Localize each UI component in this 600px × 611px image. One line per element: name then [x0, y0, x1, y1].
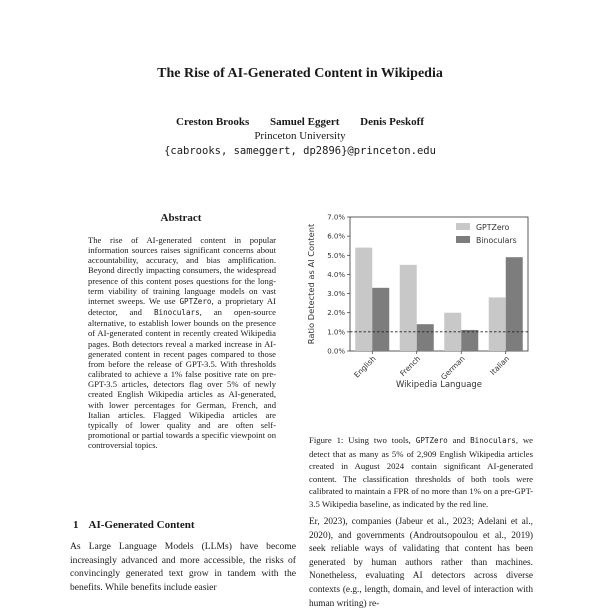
author-list [0, 116, 600, 128]
abstract-heading: Abstract [160, 212, 202, 224]
section-body: As Large Language Models (LLMs) have become increasingly advanced and more accessible, the risks of convincingly generated text grow in tandem with the benefits. While benefits include easier [70, 541, 296, 593]
legend-label: Binoculars [476, 236, 517, 245]
bar-gptzero [400, 265, 417, 351]
y-tick-label: 3.0% [327, 290, 345, 299]
abstract-text: , an open-source alternative, to establish lower bounds on the presence of AI-generated content in recently created Wikipedia pages. Both detectors reveal a marked increase in AI-generated content in recent pages compared to those from before the release of GPT-3.5. With thresholds calibrated to achieve a 1% false positive rate on pre-GPT-3.5 articles, detectors flag over 5% of newly created English Wikipedia articles as AI-generated, with lower percentages for German, French, and Italian articles. Flagged Wikipedia articles are typically of lower quality and are often self-promotional or partial towards a specific viewpoint on controversial topics. [88, 307, 276, 451]
x-tick-label: English [352, 354, 378, 380]
author-name: Denis Peskoff [360, 116, 424, 128]
bar-binoculars [506, 257, 523, 351]
y-tick-label: 4.0% [327, 270, 345, 279]
column-two-body: Er, 2023), companies (Jabeur et al., 2023; Adelani et al., 2020), and governments (Androutsopoulou et al., 2019) seek reliable ways of validating that content has been generated by human authors rather than machines. Nonetheless, evaluating AI detectors across diverse contexts (e.g., length, domain, and level of interaction with human writing) re- [309, 517, 533, 609]
bar-binoculars [461, 330, 478, 351]
x-tick-label: French [398, 354, 423, 379]
section-heading [73, 519, 195, 531]
y-tick-label: 5.0% [327, 251, 345, 260]
legend-label: GPTZero [476, 223, 510, 232]
section-title: AI-Generated Content [88, 519, 195, 531]
caption-text: and [447, 435, 471, 445]
author-emails: {cabrooks, sameggert, dp2896}@princeton.edu [164, 145, 436, 157]
x-tick-label: German [439, 354, 467, 382]
bar-gptzero [489, 297, 506, 351]
y-tick-label: 0.0% [327, 347, 345, 356]
caption-text: , we detect that as many as 5% of 2,909 English Wikipedia articles created in August 2024 contain significant AI-generated content. The classification thresholds of both tools were calibrated to maintain a FPR of no more than 1% on a pre-GPT-3.5 Wikipedia baseline, as indicated by the red line. [309, 435, 534, 509]
legend-swatch [456, 223, 470, 230]
bar-chart [300, 205, 540, 410]
bar-gptzero [355, 248, 372, 351]
tool-name: Binoculars [470, 436, 516, 445]
legend-swatch [456, 236, 470, 243]
abstract-body [88, 235, 276, 450]
abstract-text: , a proprietary AI detector, and [88, 295, 276, 318]
figure-caption [309, 434, 533, 511]
bar-binoculars [417, 324, 434, 351]
y-tick-label: 2.0% [327, 309, 345, 318]
paper-title: The Rise of AI-Generated Content in Wikipedia [157, 66, 443, 81]
y-tick-label: 1.0% [327, 328, 345, 337]
tool-name: Binoculars [153, 308, 200, 318]
y-axis-label: Ratio Detected as AI Content [306, 223, 316, 345]
tool-name: GPTZero [415, 436, 448, 445]
y-tick-label: 7.0% [327, 213, 345, 222]
tool-name: GPTZero [179, 296, 212, 306]
caption-text: Figure 1: Using two tools, [309, 435, 416, 445]
y-tick-label: 6.0% [327, 232, 345, 241]
x-tick-label: Italian [488, 354, 512, 377]
abstract-text: The rise of AI-generated content in popular information sources raises significant concerns about accountability, accuracy, and bias amplification. Beyond directly impacting consumers, the widespread presence of this content poses questions for the long-term viability of training language models on vast internet sweeps. We use [88, 235, 276, 306]
affiliation: Princeton University [254, 130, 346, 142]
bar-binoculars [372, 288, 389, 351]
figure-chart [300, 205, 540, 410]
author-name: Creston Brooks [176, 116, 250, 128]
author-name: Samuel Eggert [270, 116, 340, 128]
x-axis-label: Wikipedia Language [395, 380, 483, 390]
section-number: 1 [73, 519, 79, 531]
